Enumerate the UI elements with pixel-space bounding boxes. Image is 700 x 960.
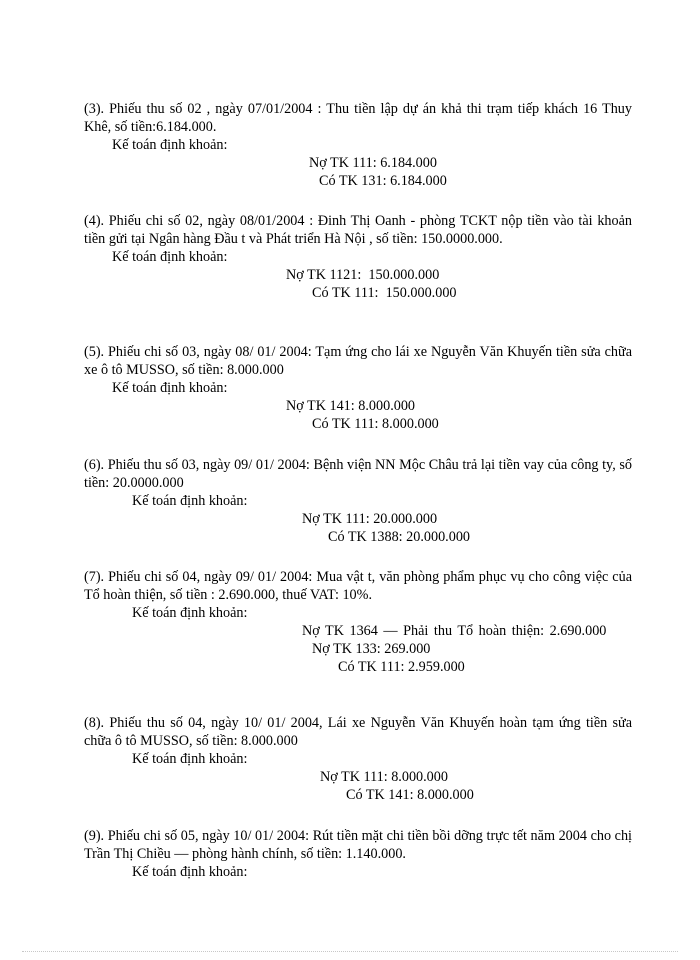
entry-description: (4). Phiếu chi số 02, ngày 08/01/2004 : Đinh Thị Oanh - phòng TCKT nộp tiền vào tài khoản tiền gửi tại Ngân hàng Đầu t và Phát triển Hà Nội , số tiền: 150.0000.000.: [84, 213, 632, 247]
debit-line: Nợ TK 133: 269.000: [312, 641, 431, 657]
entry-8: [84, 714, 632, 804]
entry-description: (5). Phiếu chi số 03, ngày 08/ 01/ 2004: Tạm ứng cho lái xe Nguyễn Văn Khuyến tiền sửa chữa xe ô tô MUSSO, số tiền: 8.000.000: [84, 344, 632, 378]
entry-label: Kế toán định khoản:: [132, 605, 248, 621]
credit-line: Có TK 1388: 20.000.000: [328, 529, 471, 545]
credit-line: Có TK 111: 150.000.000: [312, 285, 457, 301]
entry-5: [84, 343, 632, 433]
credit-line: Có TK 131: 6.184.000: [319, 173, 447, 189]
debit-line: Nợ TK 1364 — Phải thu Tổ hoàn thiện: 2.690.000: [302, 623, 607, 639]
entry-label: Kế toán định khoản:: [132, 864, 248, 880]
entry-label: Kế toán định khoản:: [112, 249, 228, 265]
debit-line: Nợ TK 1121: 150.000.000: [286, 267, 440, 283]
entry-7: [84, 568, 632, 676]
credit-line: Có TK 141: 8.000.000: [346, 787, 474, 803]
entry-description: (9). Phiếu chi số 05, ngày 10/ 01/ 2004: Rút tiền mặt chi tiền bồi dỡng trực tết năm 2004 cho chị Trần Thị Chiều — phòng hành chính, số tiền: 1.140.000.: [84, 828, 632, 862]
page-bottom-rule: [22, 951, 678, 952]
entry-3: [84, 100, 632, 190]
entry-label: Kế toán định khoản:: [132, 751, 248, 767]
entry-description: (8). Phiếu thu số 04, ngày 10/ 01/ 2004, Lái xe Nguyễn Văn Khuyến hoàn tạm ứng tiền sửa chữa ô tô MUSSO, số tiền: 8.000.000: [84, 715, 632, 749]
entry-label: Kế toán định khoản:: [132, 493, 248, 509]
debit-line: Nợ TK 111: 20.000.000: [302, 511, 438, 527]
debit-line: Nợ TK 141: 8.000.000: [286, 398, 416, 414]
entry-description: (3). Phiếu thu số 02 , ngày 07/01/2004 : Thu tiền lập dự án khả thi trạm tiếp khách 16 Thuy Khê, số tiền:6.184.000.: [84, 101, 632, 135]
credit-line: Có TK 111: 2.959.000: [338, 659, 465, 675]
entry-label: Kế toán định khoản:: [112, 137, 228, 153]
entry-9: [84, 827, 632, 881]
debit-line: Nợ TK 111: 8.000.000: [320, 769, 448, 785]
entry-6: [84, 456, 632, 546]
debit-line: Nợ TK 111: 6.184.000: [309, 155, 437, 171]
entry-description: (6). Phiếu thu số 03, ngày 09/ 01/ 2004: Bệnh viện NN Mộc Châu trả lại tiền vay của công ty, số tiền: 20.0000.000: [84, 457, 632, 491]
credit-line: Có TK 111: 8.000.000: [312, 416, 439, 432]
entry-label: Kế toán định khoản:: [112, 380, 228, 396]
entry-description: (7). Phiếu chi số 04, ngày 09/ 01/ 2004: Mua vật t, văn phòng phẩm phục vụ cho công việc của Tổ hoàn thiện, số tiền : 2.690.000, thuế VAT: 10%.: [84, 569, 632, 603]
entry-4: [84, 212, 632, 302]
